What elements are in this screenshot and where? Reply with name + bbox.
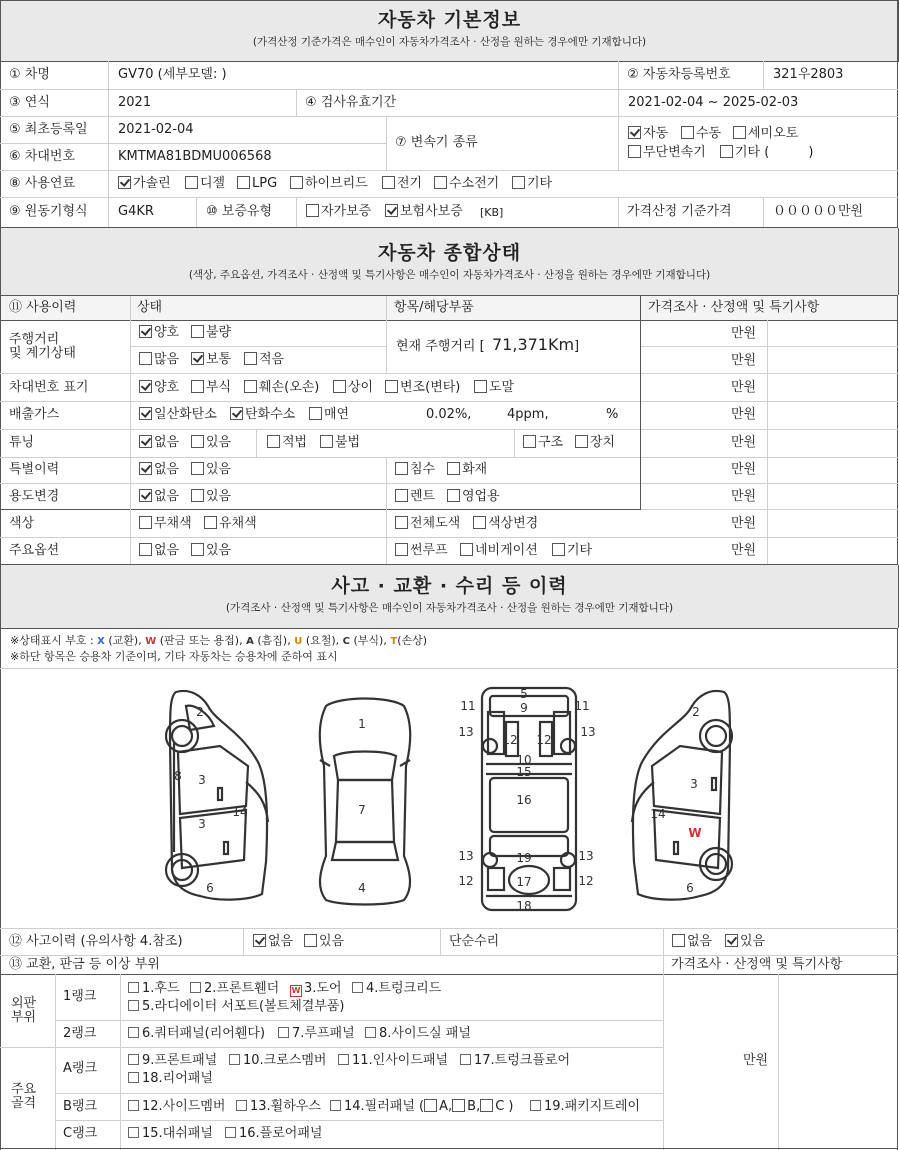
history-none[interactable]: 없음 (253, 934, 293, 950)
engine-label: ⑨ 원동기형식 (9, 204, 88, 219)
svg-text:19: 19 (516, 851, 532, 865)
vin-value: KMTMA81BDMU006568 (118, 149, 272, 164)
vin-good-checkbox[interactable] (139, 380, 152, 393)
mileage-value: 71,371Km (492, 335, 575, 354)
part-cross-member-checkbox[interactable] (229, 1054, 240, 1065)
mileage-price-1: 만원 (731, 326, 757, 341)
major-frame-2: 골격 (11, 1096, 37, 1111)
part-radiator-support-checkbox[interactable] (128, 1000, 139, 1011)
warranty-note: [KB] (480, 206, 504, 219)
emission-co-checkbox[interactable] (139, 407, 152, 420)
emission-hc-checkbox[interactable] (230, 407, 243, 420)
rank-1: 1랭크 (63, 989, 97, 1004)
use-change-rent-checkbox[interactable] (395, 489, 408, 502)
gauge-bad[interactable]: 불량 (191, 325, 231, 341)
simple-repair-label: 단순수리 (449, 934, 500, 949)
part-door-w-mark: W (291, 986, 301, 995)
color-price: 만원 (731, 516, 757, 531)
tuning-legal-checkbox[interactable] (267, 435, 280, 448)
mileage-normal-checkbox[interactable] (191, 352, 204, 365)
svg-text:12: 12 (502, 733, 518, 747)
part-rear-panel-checkbox[interactable] (128, 1072, 139, 1083)
emission-co[interactable]: 일산화탄소 (139, 407, 217, 423)
option-exists-checkbox[interactable] (191, 543, 204, 556)
svg-text:2: 2 (196, 705, 204, 719)
svg-text:17: 17 (516, 875, 532, 889)
option-label: 주요옵션 (9, 543, 60, 558)
price-value: ０００００만원 (773, 204, 864, 219)
tuning-structure[interactable]: 구조 (523, 435, 563, 451)
vin-stolen-checkbox[interactable] (474, 380, 487, 393)
part-roof-panel-checkbox[interactable] (278, 1027, 289, 1038)
use-change-label: 용도변경 (9, 489, 60, 504)
part-inside-panel[interactable]: 11.인사이드패널 (338, 1053, 448, 1069)
trans-auto-checkbox[interactable] (628, 126, 641, 139)
special-flood-checkbox[interactable] (395, 462, 408, 475)
tuning-exists-checkbox[interactable] (191, 435, 204, 448)
option-none-checkbox[interactable] (139, 543, 152, 556)
fuel-gasoline-checkbox[interactable] (118, 176, 131, 189)
parts-label: ⑬ 교환, 판금 등 이상 부위 (9, 957, 160, 972)
trans-cvt[interactable]: 무단변속기 (628, 145, 706, 161)
repair-none-checkbox[interactable] (672, 934, 685, 947)
vin-label: ⑥ 차대번호 (9, 149, 76, 164)
car-name-label: ① 차명 (9, 67, 50, 82)
part-side-member[interactable]: 12.사이드멤버 (128, 1099, 225, 1115)
history-none-checkbox[interactable] (253, 934, 266, 947)
special-exists[interactable]: 있음 (191, 462, 231, 478)
inspection-value: 2021-02-04 ~ 2025-02-03 (628, 95, 799, 110)
part-front-panel[interactable]: 9.프론트패널 (128, 1053, 217, 1069)
engine-value: G4KR (118, 204, 154, 219)
part-dash-panel[interactable]: 15.대쉬패널 (128, 1126, 213, 1142)
color-achromatic-checkbox[interactable] (139, 516, 152, 529)
pillar-b-checkbox[interactable] (452, 1099, 465, 1112)
fuel-label: ⑧ 사용연료 (9, 176, 76, 191)
vin-diff-checkbox[interactable] (333, 380, 346, 393)
svg-text:12: 12 (536, 733, 552, 747)
svg-text:2: 2 (692, 705, 700, 719)
car-left-side-view (166, 691, 268, 900)
option-other[interactable]: 기타 (552, 543, 592, 559)
part-front-panel-checkbox[interactable] (128, 1054, 139, 1065)
part-wheel-house[interactable]: 13.휠하우스 (236, 1099, 321, 1115)
basic-title: 자동차 기본정보 (377, 9, 522, 31)
vin-damage-checkbox[interactable] (244, 380, 257, 393)
emission-hc[interactable]: 탄화수소 (230, 407, 295, 423)
svg-text:6: 6 (686, 881, 694, 895)
car-right-side-view (632, 691, 732, 900)
fuel-hydrogen[interactable]: 수소전기 (434, 176, 499, 192)
fuel-other[interactable]: 기타 (512, 176, 552, 192)
status-subtitle: (색상, 주요옵션, 가격조사 · 산정액 및 특기사항은 매수인이 자동차가격조사 · 산정을 원하는 경우에만 기재합니다) (188, 269, 711, 281)
svg-text:11: 11 (460, 699, 476, 713)
tuning-structure-checkbox[interactable] (523, 435, 536, 448)
emission-smoke-checkbox[interactable] (309, 407, 322, 420)
repair-exists-checkbox[interactable] (725, 934, 738, 947)
gauge-good[interactable]: 양호 (139, 325, 179, 341)
svg-text:3: 3 (198, 773, 206, 787)
option-price: 만원 (731, 543, 757, 558)
part-door[interactable]: W 3.도어 (291, 981, 342, 996)
inspection-label: ④ 검사유효기간 (305, 95, 397, 110)
accident-subtitle: (가격조사 · 산정액 및 특기사항은 매수인이 자동차가격조사 · 산정을 원하는 경우에만 기재합니다) (225, 602, 674, 614)
vin-price: 만원 (731, 380, 757, 395)
svg-text:3: 3 (690, 777, 698, 791)
svg-text:14: 14 (650, 807, 666, 821)
repair-none[interactable]: 없음 (672, 934, 712, 950)
use-change-price: 만원 (731, 489, 757, 504)
emission-pct: % (606, 407, 619, 422)
special-none[interactable]: 없음 (139, 462, 179, 478)
warranty-insurance[interactable]: 보험사보증 (385, 204, 463, 220)
fuel-electric[interactable]: 전기 (382, 176, 422, 192)
warranty-self-checkbox[interactable] (306, 204, 319, 217)
fuel-hydrogen-checkbox[interactable] (434, 176, 447, 189)
svg-text:13: 13 (580, 725, 596, 739)
tuning-illegal[interactable]: 불법 (320, 435, 360, 451)
fuel-gasoline[interactable]: 가솔린 (118, 176, 171, 192)
pillar-a-checkbox[interactable] (424, 1099, 437, 1112)
part-front-fender-checkbox[interactable] (190, 982, 201, 993)
gauge-good-checkbox[interactable] (139, 325, 152, 338)
major-frame-1: 주요 (11, 1082, 37, 1097)
parts-col-price: 가격조사 · 산정액 및 특기사항 (671, 957, 843, 972)
outer-panel-2: 부위 (11, 1010, 37, 1025)
svg-text:8: 8 (174, 769, 182, 783)
mileage-price-2: 만원 (731, 353, 757, 368)
warranty-self[interactable]: 자가보증 (306, 204, 371, 220)
fuel-diesel[interactable]: 디젤 (185, 176, 225, 192)
mileage-label-2: 및 계기상태 (9, 346, 76, 361)
status-title: 자동차 종합상태 (377, 242, 522, 264)
part-roof-panel[interactable]: 7.루프패널 (278, 1026, 355, 1042)
warranty-insurance-checkbox[interactable] (385, 204, 398, 217)
trans-manual[interactable]: 수동 (681, 126, 721, 142)
part-side-member-checkbox[interactable] (128, 1100, 139, 1111)
part-trunk-lid[interactable]: 4.트렁크리드 (352, 981, 441, 997)
year-value: 2021 (118, 95, 152, 110)
color-chromatic-checkbox[interactable] (204, 516, 217, 529)
vin-modified[interactable]: 변조(변타) (385, 380, 460, 396)
color-chromatic[interactable]: 유채색 (204, 516, 257, 532)
legend-note: ※하단 항목은 승용차 기준이며, 기타 자동차는 승용차에 준하여 표시 (10, 650, 338, 663)
part-radiator-support[interactable]: 5.라디에이터 서포트(볼트체결부품) (128, 999, 345, 1015)
w-mark-door: W (688, 826, 702, 840)
color-full-paint[interactable]: 전체도색 (395, 516, 460, 532)
emission-price: 만원 (731, 407, 757, 422)
history-exists[interactable]: 있음 (304, 934, 344, 950)
rank-c: C랭크 (63, 1126, 98, 1141)
col-price: 가격조사 · 산정액 및 특기사항 (648, 300, 820, 315)
tuning-device[interactable]: 장치 (575, 435, 615, 451)
part-quarter-panel[interactable]: 6.쿼터패널(리어휀다) (128, 1026, 265, 1042)
svg-text:9: 9 (520, 701, 528, 715)
part-dash-panel-checkbox[interactable] (128, 1127, 139, 1138)
parts-price: 만원 (743, 1053, 769, 1068)
vin-diff[interactable]: 상이 (333, 380, 373, 396)
svg-text:16: 16 (516, 793, 532, 807)
option-exists[interactable]: 있음 (191, 543, 231, 559)
car-diagram (150, 682, 750, 918)
part-wheel-house-checkbox[interactable] (236, 1100, 247, 1111)
part-package-tray[interactable]: 19.패키지트레이 (530, 1099, 640, 1115)
svg-text:15: 15 (516, 765, 532, 779)
vin-stolen[interactable]: 도말 (474, 380, 514, 396)
svg-text:7: 7 (358, 803, 366, 817)
part-trunk-floor[interactable]: 17.트렁크플로어 (460, 1053, 570, 1069)
color-change[interactable]: 색상변경 (473, 516, 538, 532)
reg-no-value: 321우2803 (773, 67, 844, 82)
fuel-diesel-checkbox[interactable] (185, 176, 198, 189)
svg-text:12: 12 (458, 874, 474, 888)
first-reg-value: 2021-02-04 (118, 122, 194, 137)
svg-text:13: 13 (458, 849, 474, 863)
diagram-labels (174, 687, 700, 913)
tuning-price: 만원 (731, 435, 757, 450)
svg-text:4: 4 (358, 881, 366, 895)
svg-text:5: 5 (520, 687, 528, 701)
svg-text:1: 1 (358, 717, 366, 731)
tuning-illegal-checkbox[interactable] (320, 435, 333, 448)
mileage-few[interactable]: 적음 (244, 352, 284, 368)
part-package-tray-checkbox[interactable] (530, 1100, 541, 1111)
tuning-device-checkbox[interactable] (575, 435, 588, 448)
trans-label: ⑦ 변속기 종류 (395, 135, 478, 150)
svg-text:14: 14 (232, 805, 248, 819)
option-none[interactable]: 없음 (139, 543, 179, 559)
special-flood[interactable]: 침수 (395, 462, 435, 478)
vin-good[interactable]: 양호 (139, 380, 179, 396)
part-quarter-panel-checkbox[interactable] (128, 1027, 139, 1038)
col-usage: ⑪ 사용이력 (9, 300, 77, 315)
part-floor-panel[interactable]: 16.플로어패널 (225, 1126, 322, 1142)
special-label: 특별이력 (9, 462, 60, 477)
trans-auto[interactable]: 자동 (628, 126, 668, 142)
option-sunroof-checkbox[interactable] (395, 543, 408, 556)
legend: ※상태표시 부호 : X (교환), W (판금 또는 용접), A (흠집), U (요철), C (부식), T(손상) (10, 634, 428, 647)
mileage-text: 현재 주행거리 [ (396, 339, 485, 354)
use-change-exists-checkbox[interactable] (191, 489, 204, 502)
trans-manual-checkbox[interactable] (681, 126, 694, 139)
color-label: 색상 (9, 516, 35, 531)
svg-text:11: 11 (574, 699, 590, 713)
accident-title: 사고 · 교환 · 수리 등 이력 (331, 575, 568, 597)
color-achromatic[interactable]: 무채색 (139, 516, 192, 532)
option-navigation[interactable]: 네비게이션 (460, 543, 538, 559)
emission-label: 배출가스 (9, 407, 60, 422)
part-rear-panel[interactable]: 18.리어패널 (128, 1071, 213, 1087)
fuel-electric-checkbox[interactable] (382, 176, 395, 189)
color-change-checkbox[interactable] (473, 516, 486, 529)
use-change-none[interactable]: 없음 (139, 489, 179, 505)
warranty-label: ⑩ 보증유형 (206, 204, 273, 219)
special-fire-checkbox[interactable] (447, 462, 460, 475)
vin-corrosion-checkbox[interactable] (191, 380, 204, 393)
part-pillar-panel-checkbox[interactable] (330, 1100, 341, 1111)
color-full-paint-checkbox[interactable] (395, 516, 408, 529)
tuning-label: 튜닝 (9, 435, 35, 450)
price-label: 가격산정 기준가격 (627, 204, 732, 219)
basic-subtitle: (가격산정 기준가격은 매수인이 자동차가격조사 · 산정을 원하는 경우에만 기재합니다) (252, 36, 647, 48)
part-front-fender[interactable]: 2.프론트휀더 (190, 981, 279, 997)
outer-panel-1: 외판 (11, 996, 37, 1011)
svg-text:6: 6 (206, 881, 214, 895)
history-exists-checkbox[interactable] (304, 934, 317, 947)
mileage-few-checkbox[interactable] (244, 352, 257, 365)
reg-no-label: ② 자동차등록번호 (627, 67, 731, 82)
use-change-business-checkbox[interactable] (447, 489, 460, 502)
svg-text:10: 10 (516, 753, 532, 767)
special-price: 만원 (731, 462, 757, 477)
mileage-normal[interactable]: 보통 (191, 352, 231, 368)
fuel-hybrid[interactable]: 하이브리드 (290, 176, 368, 192)
first-reg-label: ⑤ 최초등록일 (9, 122, 88, 137)
emission-smoke[interactable]: 매연 (309, 407, 349, 423)
fuel-lpg[interactable]: LPG (237, 176, 277, 192)
year-label: ③ 연식 (9, 95, 50, 110)
part-pillar-panel[interactable]: 14.필러패널 ( A, B, C ) (330, 1099, 514, 1115)
vin-mark-label: 차대번호 표기 (9, 380, 89, 395)
repair-exists[interactable]: 있음 (725, 934, 765, 950)
trans-cvt-checkbox[interactable] (628, 145, 641, 158)
vin-modified-checkbox[interactable] (385, 380, 398, 393)
part-trunk-floor-checkbox[interactable] (460, 1054, 471, 1065)
use-change-business[interactable]: 영업용 (447, 489, 500, 505)
mileage-close: ] (574, 339, 580, 354)
option-sunroof[interactable]: 썬루프 (395, 543, 448, 559)
history-label: ⑫ 사고이력 (유의사항 4.참조) (9, 934, 183, 949)
trans-semi-checkbox[interactable] (733, 126, 746, 139)
special-fire[interactable]: 화재 (447, 462, 487, 478)
rank-b: B랭크 (63, 1099, 98, 1114)
rank-a: A랭크 (63, 1061, 98, 1076)
fuel-lpg-checkbox[interactable] (237, 176, 250, 189)
trans-other-checkbox[interactable] (720, 145, 733, 158)
mileage-many-checkbox[interactable] (139, 352, 152, 365)
gauge-bad-checkbox[interactable] (191, 325, 204, 338)
use-change-exists[interactable]: 있음 (191, 489, 231, 505)
emission-co-value: 0.02%, (426, 407, 472, 422)
col-state: 상태 (137, 300, 163, 315)
rank-2: 2랭크 (63, 1026, 97, 1041)
fuel-other-checkbox[interactable] (512, 176, 525, 189)
fuel-hybrid-checkbox[interactable] (290, 176, 303, 189)
vin-damage[interactable]: 훼손(오손) (244, 380, 319, 396)
svg-text:13: 13 (458, 725, 474, 739)
trans-other[interactable]: 기타 ( ) (720, 145, 813, 161)
option-navigation-checkbox[interactable] (460, 543, 473, 556)
tuning-none[interactable]: 없음 (139, 435, 179, 451)
svg-text:13: 13 (578, 849, 594, 863)
svg-text:3: 3 (198, 817, 206, 831)
use-change-none-checkbox[interactable] (139, 489, 152, 502)
col-item: 항목/해당부품 (394, 300, 474, 315)
trans-semi[interactable]: 세미오토 (733, 126, 798, 142)
svg-text:12: 12 (578, 874, 594, 888)
part-trunk-lid-checkbox[interactable] (352, 982, 363, 993)
part-floor-panel-checkbox[interactable] (225, 1127, 236, 1138)
pillar-c-checkbox[interactable] (480, 1099, 493, 1112)
vin-corrosion[interactable]: 부식 (191, 380, 231, 396)
mileage-label-1: 주행거리 (9, 332, 60, 347)
option-other-checkbox[interactable] (552, 543, 565, 556)
emission-hc-value: 4ppm, (507, 407, 549, 422)
part-hood-checkbox[interactable] (128, 982, 139, 993)
special-none-checkbox[interactable] (139, 462, 152, 475)
part-inside-panel-checkbox[interactable] (338, 1054, 349, 1065)
part-hood[interactable]: 1.후드 (128, 981, 180, 997)
tuning-legal[interactable]: 적법 (267, 435, 307, 451)
part-side-sill-checkbox[interactable] (365, 1027, 376, 1038)
tuning-exists[interactable]: 있음 (191, 435, 231, 451)
mileage-many[interactable]: 많음 (139, 352, 179, 368)
use-change-rent[interactable]: 렌트 (395, 489, 435, 505)
part-cross-member[interactable]: 10.크로스멤버 (229, 1053, 326, 1069)
svg-text:18: 18 (516, 899, 532, 913)
tuning-none-checkbox[interactable] (139, 435, 152, 448)
car-name-value: GV70 (세부모델: ) (118, 67, 227, 82)
special-exists-checkbox[interactable] (191, 462, 204, 475)
part-side-sill[interactable]: 8.사이드실 패널 (365, 1026, 471, 1042)
